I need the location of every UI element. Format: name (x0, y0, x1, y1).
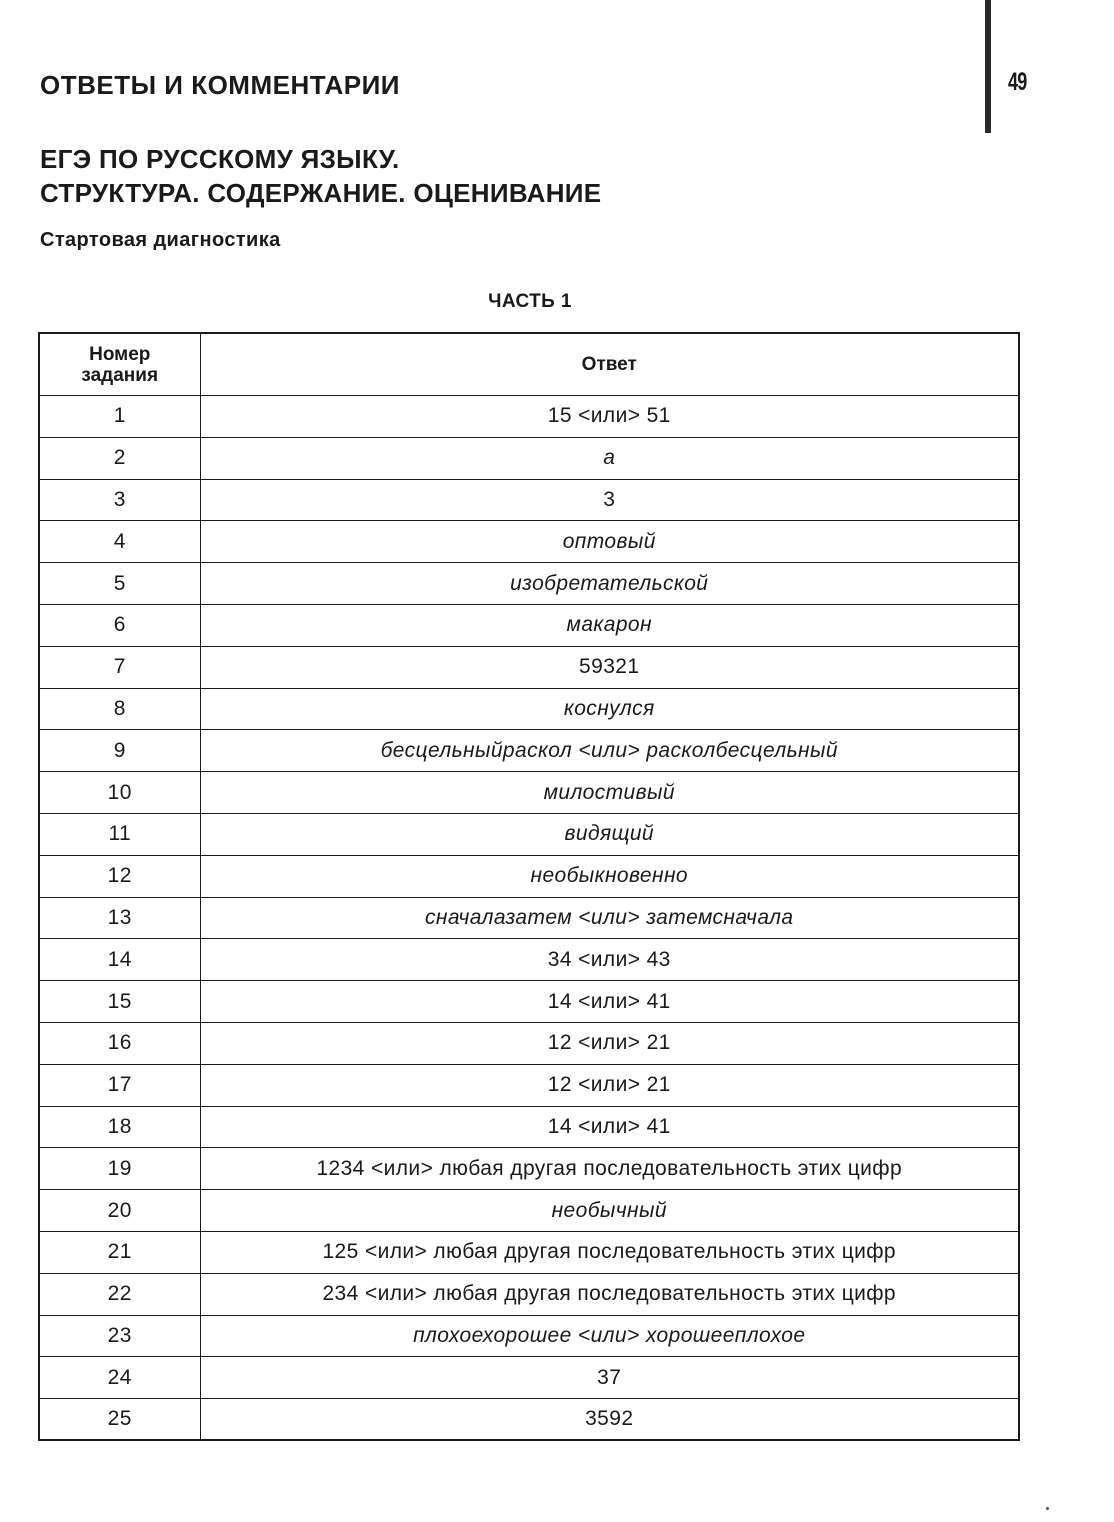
answers-table-body (39, 396, 1019, 1441)
task-number-cell: 9 (39, 730, 200, 772)
table-row (39, 563, 1019, 605)
task-number-cell: 8 (39, 688, 200, 730)
answer-cell: 234 <или> любая другая последовательность этих цифр (200, 1273, 1019, 1315)
task-number-cell: 10 (39, 772, 200, 814)
answer-cell: плохоехорошее <или> хорошееплохое (200, 1315, 1019, 1357)
table-row (39, 1273, 1019, 1315)
page-number: 49 (1008, 68, 1027, 96)
answer-cell: необычный (200, 1190, 1019, 1232)
column-header-answer: Ответ (200, 333, 1019, 396)
table-row (39, 1148, 1019, 1190)
answers-table (38, 332, 1020, 1441)
table-row (39, 855, 1019, 897)
answer-cell: бесцельныйраскол <или> расколбесцельный (200, 730, 1019, 772)
subtitle: Стартовая диагностика (40, 229, 281, 251)
task-number-cell: 1 (39, 396, 200, 438)
section-heading: ОТВЕТЫ И КОММЕНТАРИИ (40, 70, 400, 100)
answer-cell: видящий (200, 813, 1019, 855)
column-header-number-line-1: Номер (89, 343, 151, 365)
answer-cell: 3592 (200, 1399, 1019, 1441)
answer-cell: 125 <или> любая другая последовательность этих цифр (200, 1231, 1019, 1273)
document-title (40, 142, 601, 210)
table-row (39, 981, 1019, 1023)
table-row (39, 396, 1019, 438)
table-row (39, 1190, 1019, 1232)
answer-cell: 34 <или> 43 (200, 939, 1019, 981)
table-row (39, 1064, 1019, 1106)
table-row (39, 730, 1019, 772)
table-row (39, 479, 1019, 521)
scan-speck (1046, 1507, 1049, 1510)
task-number-cell: 2 (39, 437, 200, 479)
task-number-cell: 6 (39, 604, 200, 646)
answer-cell: 12 <или> 21 (200, 1064, 1019, 1106)
answer-cell: а (200, 437, 1019, 479)
table-row (39, 1106, 1019, 1148)
answer-cell: 14 <или> 41 (200, 1106, 1019, 1148)
answer-cell: 59321 (200, 646, 1019, 688)
task-number-cell: 14 (39, 939, 200, 981)
task-number-cell: 16 (39, 1022, 200, 1064)
task-number-cell: 21 (39, 1231, 200, 1273)
task-number-cell: 20 (39, 1190, 200, 1232)
answer-cell: 3 (200, 479, 1019, 521)
answer-cell: 1234 <или> любая другая последовательность этих цифр (200, 1148, 1019, 1190)
answer-cell: 14 <или> 41 (200, 981, 1019, 1023)
task-number-cell: 7 (39, 646, 200, 688)
document-title-line-2: СТРУКТУРА. СОДЕРЖАНИЕ. ОЦЕНИВАНИЕ (40, 178, 602, 208)
answer-cell: милостивый (200, 772, 1019, 814)
task-number-cell: 3 (39, 479, 200, 521)
table-header-row (39, 333, 1019, 396)
table-row (39, 604, 1019, 646)
task-number-cell: 11 (39, 813, 200, 855)
answer-cell: сначалазатем <или> затемсначала (200, 897, 1019, 939)
table-row (39, 646, 1019, 688)
table-row (39, 813, 1019, 855)
table-row (39, 437, 1019, 479)
answer-cell: 12 <или> 21 (200, 1022, 1019, 1064)
answer-cell: изобретательской (200, 563, 1019, 605)
answer-cell: оптовый (200, 521, 1019, 563)
task-number-cell: 24 (39, 1357, 200, 1399)
answer-cell: необыкновенно (200, 855, 1019, 897)
table-row (39, 1231, 1019, 1273)
table-row (39, 688, 1019, 730)
answer-cell: макарон (200, 604, 1019, 646)
answer-cell: 15 <или> 51 (200, 396, 1019, 438)
table-row (39, 897, 1019, 939)
task-number-cell: 12 (39, 855, 200, 897)
document-title-line-1: ЕГЭ ПО РУССКОМУ ЯЗЫКУ. (40, 144, 400, 174)
task-number-cell: 13 (39, 897, 200, 939)
column-header-number (39, 333, 200, 396)
task-number-cell: 25 (39, 1399, 200, 1441)
table-row (39, 1022, 1019, 1064)
task-number-cell: 22 (39, 1273, 200, 1315)
answer-cell: коснулся (200, 688, 1019, 730)
page-margin-rule (985, 0, 991, 133)
answer-cell: 37 (200, 1357, 1019, 1399)
task-number-cell: 5 (39, 563, 200, 605)
task-number-cell: 15 (39, 981, 200, 1023)
part-label: ЧАСТЬ 1 (488, 291, 572, 312)
task-number-cell: 4 (39, 521, 200, 563)
column-header-number-line-2: задания (81, 364, 159, 386)
task-number-cell: 17 (39, 1064, 200, 1106)
table-row (39, 521, 1019, 563)
task-number-cell: 18 (39, 1106, 200, 1148)
table-row (39, 939, 1019, 981)
table-row (39, 1357, 1019, 1399)
task-number-cell: 23 (39, 1315, 200, 1357)
table-row (39, 772, 1019, 814)
task-number-cell: 19 (39, 1148, 200, 1190)
table-row (39, 1399, 1019, 1441)
table-row (39, 1315, 1019, 1357)
